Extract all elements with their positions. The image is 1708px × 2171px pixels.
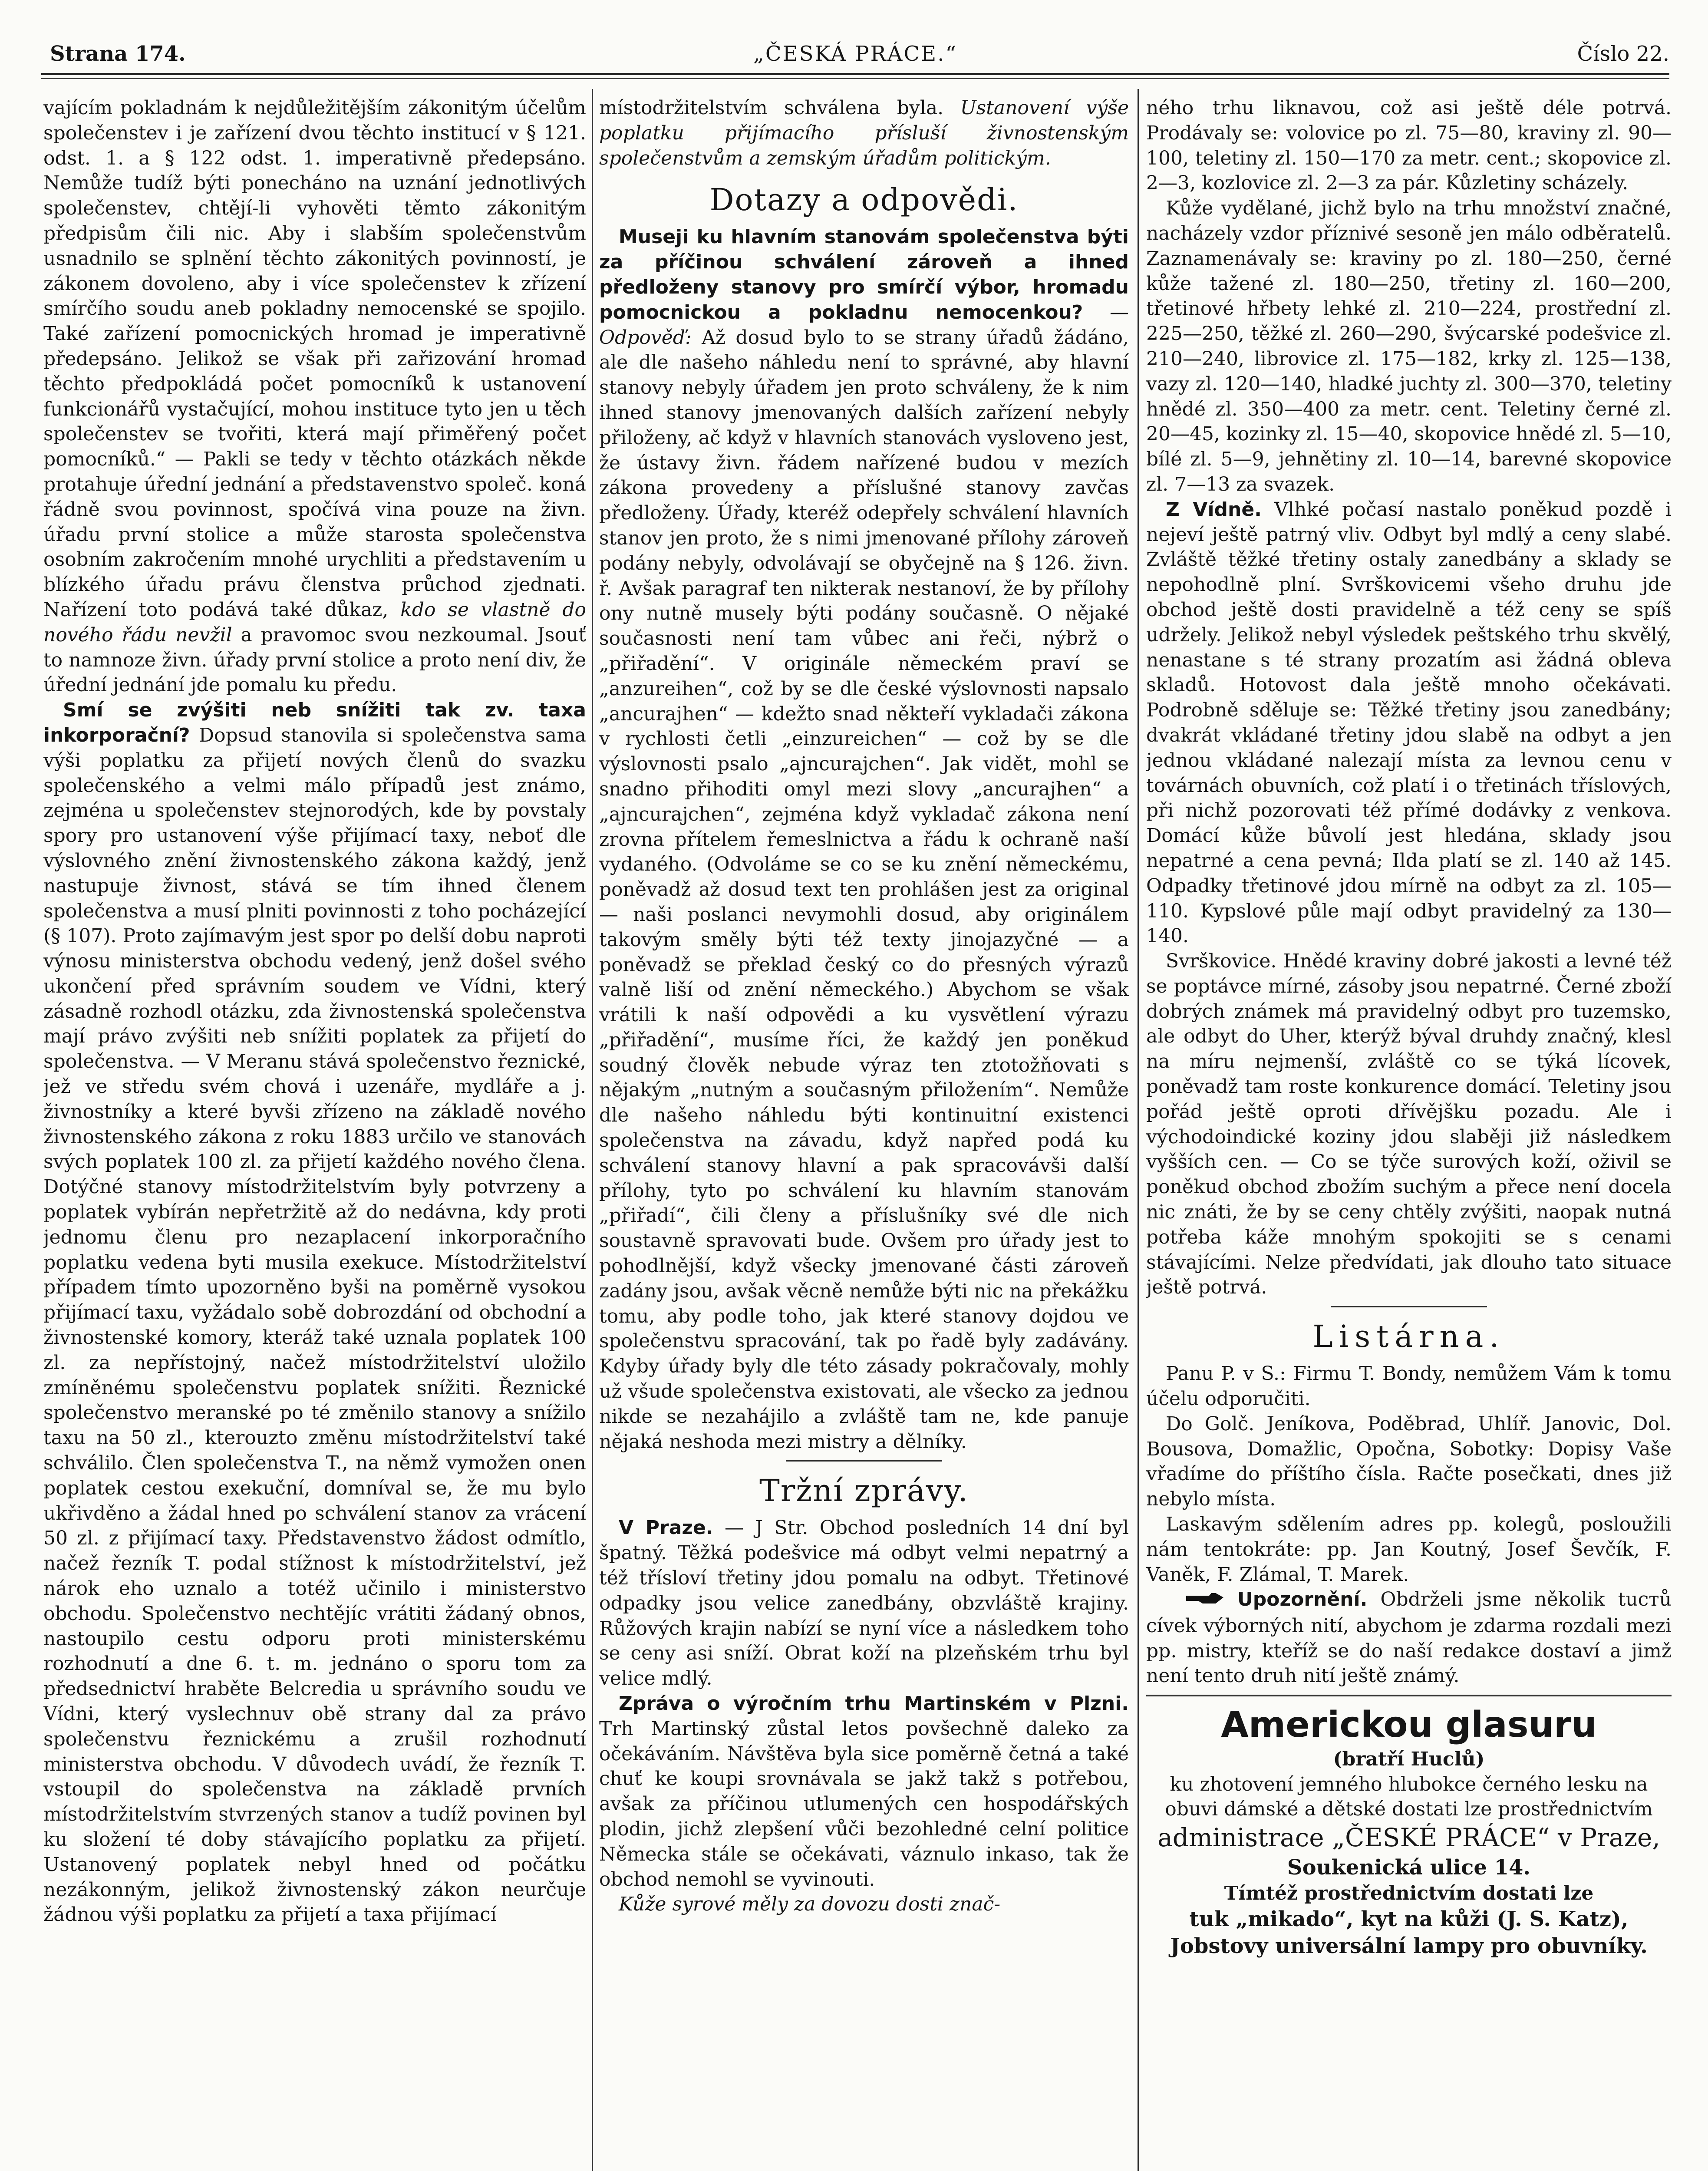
column-divider-1 bbox=[592, 89, 593, 2171]
ad-subtitle: (bratří Huclů) bbox=[1333, 1748, 1485, 1771]
section-divider bbox=[1331, 1306, 1487, 1307]
article-paragraph: místodržitelstvím schválena byla. Ustanovení výše poplatku přijímacího přísluší živnostenským společenstvům a zemským úřadům politickým. bbox=[599, 97, 1129, 169]
letter-item: Do Golč. Jeníkova, Poděbrad, Uhlíř. Janovic, Dol. Bousova, Domažlic, Opočna, Sobotky: Dopisy Vaše vřadíme do příštího čísla. Račte posečkati, dnes již nebylo místa. bbox=[1146, 1412, 1672, 1511]
ad-address: administrace „ČESKÉ PRÁCE“ v Praze, bbox=[1157, 1823, 1660, 1852]
column-2 bbox=[599, 96, 1129, 2171]
newspaper-title: „ČESKÁ PRÁCE.“ bbox=[753, 42, 957, 66]
question-stanovy: Museji ku hlavním stanovám společenstva býti za příčinou schválení zároveň a ihned předloženy stanovy pro smírčí výbor, hromadu pomocnickou a pokladnu nemocenkou? — Odpověď: Až dosud bylo to se strany úřadů žádáno, ale dle našeho náhledu není to správné, aby hlavní stanovy nebyly úřadem jen proto schváleny, že k nim ihned stanovy jmenovaných dalších zařízení nebyly přiloženy, ač když v hlavních stanovách vysloveno jest, že ústavy živn. řádem nařízené budou v mezích zákona provedeny a příslušné stanovy zavčas předloženy. Úřady, kteréž odepřely schválení hlavních stanov jen proto, že s nimi jmenované přílohy zároveň podány nebyly, odvolávají se obyčejně na § 126. živn. ř. Avšak paragraf ten nikterak nestanoví, že by přílohy ony nutně musely býti podány současně. O nějaké současnosti není tam vůbec ani řeči, nýbrž o „přiřadění“. V originále německém praví se „anzureihen“, což by se dle české výslovnosti napsalo „ancurajhen“ — kdežto snad někteří vykladači zákona v rychlosti četli „einzureichen“ — což by se dle výslovnosti psalo „ajncurajchen“. Jak vidět, mohl se snadno přihoditi omyl mezi slovy „ancurajhen“ a „ajncurajchen“, zejména když vykladač zákona není zrovna přítelem řemeslnictva a řádu k ochraně naší vydaného. (Odvoláme se co se ku znění německému, poněvadž až dosud text ten prohlášen jest za original — naši poslanci nevymohli dosud, aby originálem takovým směly býti též texty jinojazyčné — a poněvadž se překlad český co do přesných výrazů valně liší od znění německého.) Abychom se však vrátili k naší odpovědi a ku vysvětlení výrazu „přiřadění“, musíme říci, že každý jen poněkud soudný člověk nebude výraz ten ztotožňovati s nějakým „nutným a současným přiložením“. Nemůže dle našeho náhledu býti kontinuitní existenci společenstva na závadu, když napřed podá ku schválení stanovy hlavní a pak spracovávši další přílohy, tyto po schválení ku hlavním stanovám „přiřadí“, čili členy a příslušníky své dle nich soustavně spravovati bude. Ovšem pro úřady jest to pohodlnější, když všecky jmenované části zároveň zadány jsou, avšak věcně nemůže býti nic na překážku tomu, aby podle toho, jak které stanovy dojdou ve společenstvu spracování, tak po řadě byly zadávány. Kdyby úřady byly dle této zásady pokračovaly, mohly už všude společenstva existovati, ale všecko za jednou nikde se nezahájilo a zvláště tam ne, kde panuje nějaká neshoda mezi mistry a dělníky. bbox=[599, 226, 1129, 1453]
ad-title: Americkou glasuru bbox=[1221, 1704, 1597, 1746]
market-report-plzen: Zpráva o výročním trhu Martinském v Plzni. Trh Martinský zůstal letos povšechně daleko za očekáváním. Návštěva byla sice poměrně četná a také chuť ke koupi srovnávala se jakž takž s potřebou, avšak za příčinou utlumených cen hospodářských plodin, jichž zlepšení vůči bezohledné celní politice Německa stále se očekávati, váznulo inkaso, tak že obchod nemohl se vyvinouti. bbox=[599, 1693, 1129, 1891]
market-paragraph: Kůže vydělané, jichž bylo na trhu množství značné, nacházely vzdor příznivé sesoně jen málo odběratelů. Zaznamenávaly se: kraviny po zl. 180—250, černé kůže tažené zl. 180—250, třetiny zl. 160—200, třetinové hřbety lehké zl. 210—224, prostřední zl. 225—250, těžké zl. 260—290, švýcarské podešvice zl. 210—240, librovice zl. 175—182, krky zl. 125—138, vazy zl. 120—140, hladké juchty zl. 300—370, teletiny hnědé zl. 350—400 za metr. cent. Teletiny černé zl. 20—45, kozinky zl. 15—40, skopovice hnědé zl. 5—10, bílé zl. 5—9, jehnětiny zl. 10—14, barevné skopovice zl. 7—13 za svazek. bbox=[1146, 197, 1672, 495]
header-rule bbox=[41, 73, 1669, 75]
notice: Upozornění. Obdrželi jsme několik tucтů cívek výborných nití, abychom je zdarma rozdali mezi pp. mistry, kteříž se do naší redakce dostaví a jimž není tento druh nití ještě známý. bbox=[1146, 1588, 1672, 1687]
page-header bbox=[41, 42, 1669, 68]
ad-products: tuk „mikado“, kyt na kůži (J. S. Katz), Jobstovy universální lampy pro obuvníky. bbox=[1170, 1907, 1648, 1958]
section-title-trzni-zpravy: Tržní zprávy. bbox=[759, 1473, 969, 1509]
section-title-listarna: Listárna. bbox=[1312, 1319, 1505, 1355]
market-report-praha: V Praze. — J Str. Obchod posledních 14 dní byl špatný. Těžká podešvice má odbyt velmi nepatrný a též třísloví třetiny jdou pomalu na odbyt. Třetinové odpadky jsou velice zanedbány, obzvláště krajiny. Růžových krajin nabízí se nyní více a následkem toho se ceny asi sníží. Obrat koží na plzeňském trhu byl velice mdlý. bbox=[599, 1517, 1129, 1690]
letter-item: Panu P. v S.: Firmu T. Bondy, nemůžem Vám k tomu účelu odporučiti. bbox=[1146, 1363, 1672, 1410]
advertisement-glasura bbox=[1146, 1695, 1672, 1960]
issue-number: Číslo 22. bbox=[1577, 42, 1669, 66]
page-number: Strana 174. bbox=[50, 42, 186, 66]
column-1 bbox=[43, 96, 586, 2171]
question-inkorporacni: Smí se zvýšiti neb snížiti tak zv. taxa inkorporační? Dopsud stanovila si společenstva sama výši poplatku za přijetí nových členů do svazku společenského a velmi málo případů jest známo, zejména u společenstev stejnorodých, kde by povstaly spory pro ustanovení výše přijímací taxy, neboť dle výslovného znění živnostenského zákona každý, jenž nastupuje živnost, stává se tím ihned členem společenstva a musí plniti povinnosti z toho pocházející (§ 107). Proto zajímavým jest spor po delší dobu naproti výnosu ministerstva obchodu vedený, jenž došel svého ukončení před správním soudem ve Vídni, který zásadně rozhodl otázku, zda živnostenská společenstva mají právo zvýšiti neb snížiti poplatek za přijetí do společenstva. — V Meranu stává společenstvo řeznické, jež ve středu svém chová i uzenáře, mydláře a j. živnostníky a které byvši zřízeno na základě nového živnostenského zákona z roku 1883 určilo ve stanovách svých poplatek 100 zl. za přijetí každého nového člena. Dotýčné stanovy místodržitelstvím byly potvrzeny a poplatek vybírán nepřetržitě až do nedávna, kdy proti jednomu členu pro nezaplacení inkorporačního poplatku vedena byti musila exekuce. Místodržitelství případem tímto upozorněno byši na poměrně vysokou přijímací taxu, vyžádalo sobě dobrozdání od obchodní a živnostenské komory, kteráž také uznala poplatek 100 zl. za nepřístojný, načež místodržitelství uložilo zmíněnému společenstvu poplatek snížiti. Řeznické společenstvo meranské po té změnilo stanovy a snížilo taxu na 50 zl., kterouzto změnu místodržitelství také schválilo. Člen společenstva T., na němž vymožen onen poplatek cestou exekuční, domníval se, že mu bylo ukřivděno a žádal hned po schválení stanov za vrácení 50 zl. z přijímací taxy. Představenstvo žádost odmítlo, načež řezník T. podal stížnost k místodržitelství, jež nárok ehо uznalo a totéž učinilo i ministerstvo obchodu. Společenstvo nechtějíc vrátiti žádaný obnos, nastoupilo cestu odporu proti ministerskému rozhodnutí a dne 6. t. m. jednáno o sporu tom za předsednictví hraběte Belcredia u správního soudu ve Vídni, který vyslechnuv obě strany dal za právo společenstvu řeznickému a zrušil rozhodnutí ministerstva obchodu. V důvodech uvádí, že řezník T. vstoupil do společenstva na základě prvních místodržitelstvím stvrzených stanov a tudíž povinen byl ku složení té doby stávajícího poplatku za přijetí. Ustanovený poplatek nebyl hned od počátku nezákonným, jelikož živnostenský zákon neurčuje žádnou výši poplatku za přijetí a taxa přijímací bbox=[43, 699, 586, 1926]
section-title-dotazy: Dotazy a odpovědi. bbox=[709, 182, 1019, 218]
ad-text: ku zhotovení jemného hlubokce černého lesku na obuvi dámské a dětské dostati lze prostřednictvím bbox=[1165, 1773, 1653, 1820]
letter-item: Laskavým sdělením adres pp. kolegů, posloužili nám tentokráte: pp. Jan Koutný, Josef Ševčík, F. Vaněk, F. Zlámal, T. Marek. bbox=[1146, 1513, 1672, 1586]
section-divider bbox=[786, 1460, 942, 1462]
market-paragraph: Svrškovice. Hnědé kraviny dobré jakosti a levné též se poptávce mírné, zásoby jsou nepatrné. Černé zboží dobrých známek má pravidelný odbyt pro tuzemsko, ale odbyt do Uher, kterýž býval druhdy značný, klesl na míru nejmenší, zvláště co se týká lícovek, poněvadž tam roste konkurence domácí. Teletiny jsou pořád ještě oproti dřívějšku pozadu. Ale i východoindické koziny jdou slaběji již následkem vyšších cen. — Co se týče surových koží, oživil se poněkud obchod zbožím suchým a přece není docela nic znáti, že by se ceny chtěly zvýšiti, naopak nutná potřeba káže mnohým spokojiti se s cenami stávajícími. Nelze předvídati, jak dlouho tato situace ještě potrvá. bbox=[1146, 950, 1672, 1299]
column-divider-2 bbox=[1138, 89, 1139, 2171]
market-report-kuze: Kůže syrové měly za dovozu dosti znač- bbox=[619, 1893, 1001, 1916]
article-paragraph: vajícím pokladnám k nejdůležitějším zákonitým účelům společenstev i je zařízení dvou těchto institucí v § 121. odst. 1. a § 122 odst. 1. imperativně předepsáno. Nemůže tudíž býti ponecháno na uznání jednotlivých společenstev, chtějí-li vyhověti těmto zákonitým předpisům čili nic. Aby i slabším společenstvům usnadnilo se splnění těchto zákonitých povinností, je zákonem dovoleno, aby i více společenstev k zřízení smírčího soudu aneb pokladny nemocenské se spojilo. Také zařízení pomocnických hromad je imperativně předepsáno. Jelikož se však při zařizování hromad těchto předpokládá počet pomocníků k ustanovení funkcionářů vystačující, mohou instituce tyto jen u těch společenstev se tvořiti, která mají přiměřený počet pomocníků.“ — Pakli se tedy v těchto otázkách někde protahuje úřední jednání a představenstvo společ. koná řádně svou povinnost, spočívá vina pouze na živn. úřadu první stolice a může starostа společenstva osobním zakročením mnohé urychliti a představením u blízkého úřadu právu členstva průchod zjednati. Nařízení toto podává také důkaz, kdo se vlastně do nového řádu nevžil a pravomoc svou nezkoumal. Jsouť to namnoze živn. úřady první stolice a proto není div, že úřední jednání jde pomalu ku předu. bbox=[43, 97, 586, 696]
ad-street: Soukenická ulice 14. bbox=[1287, 1855, 1531, 1880]
pointing-hand-icon bbox=[1166, 1588, 1224, 1613]
column-3 bbox=[1146, 96, 1672, 2171]
market-paragraph: ného trhu liknavou, což asi ještě déle potrvá. Prodávaly se: volovice po zl. 75—80, kraviny zl. 90—100, teletiny zl. 150—170 za metr. cent.; skopovice zl. 2—3, kozlovice zl. 2—3 za pár. Kůzletiny scházely. bbox=[1146, 97, 1672, 195]
header-rule-thin bbox=[41, 78, 1669, 79]
market-report-viden: Z Vídně. Vlhké počasí nastalo poněkud pozdě i nejeví ještě patrný vliv. Odbyt byl mdlý a ceny slabé. Zvláště těžké třetiny ostaly zanedbány a sklady se nepohodlně plní. Svrškovicemi všeho druhu jde obchod ještě dosti pravidelně a též ceny se spíš udržely. Jelikož nebyl výsledek peštského trhu skvělý, nenastane s té strany prozatím asi žádná obleva skladů. Hotovost dala ještě mnoho očekávati. Podrobně sděluje se: Těžké třetiny jsou zanedbány; dvakrát vkládané třetiny jdou slabě na odbyt a jen jednou vkládané nalezají místa za levnou cenu v továrnách obuvních, což platí i o třetinách tříslových, při nichž pozorovati též přímé dodávky z venkova. Domácí kůže bůvolí jest hledána, sklady jsou nepatrné a cena pevná; Ilda platí se zl. 140 až 145. Odpadky třetinové jdou mírně na odbyt za zl. 105—110. Kypslové půle mají odbyt pravidelný za 130—140. bbox=[1146, 498, 1672, 947]
ad-text: Tímtéž prostřednictvím dostati lze bbox=[1224, 1882, 1594, 1904]
